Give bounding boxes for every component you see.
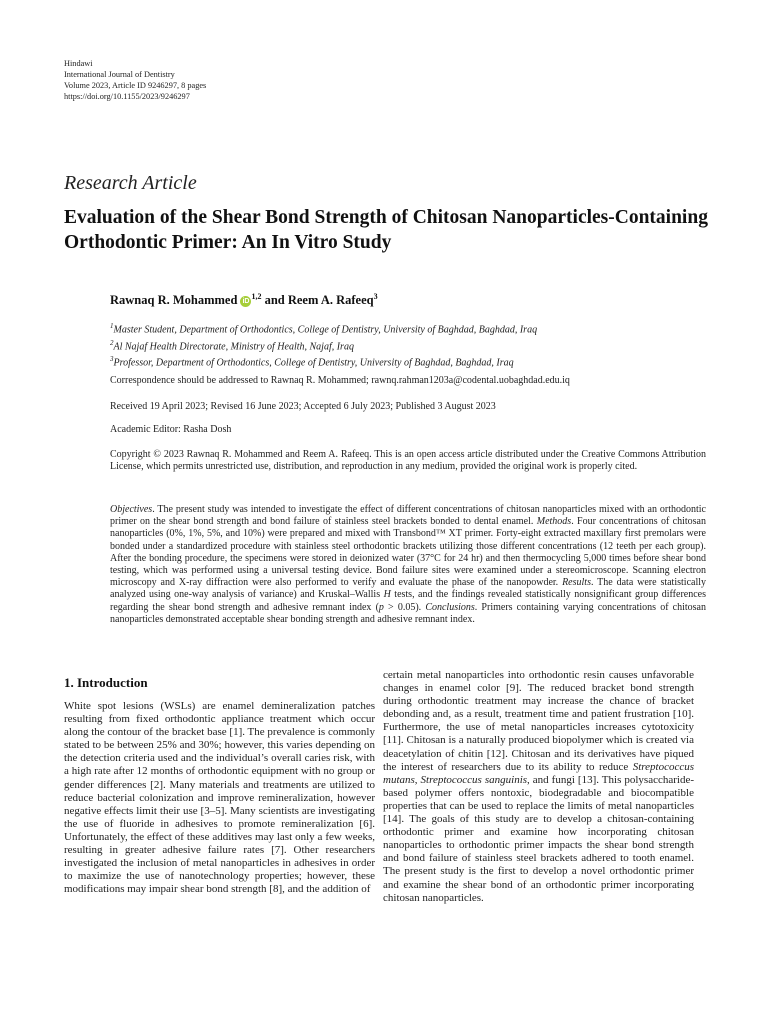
author-connector: and (261, 293, 288, 308)
species-name: Streptococcus mutans (383, 760, 694, 786)
body-text: , and fungi [13]. This polysaccharide-based polymer offers nontoxic, biodegradable and biocompatible properties that can be used to replace the limits of metal nanoparticles [14]. The goals of this study are to develop a chitosan-containing orthodontic primer and examine how incorporating chitosan nanoparticles to orthodontic primer impacts the shear bond strength and bond failure of stainless steel brackets adhered to tooth enamel. The present study is the first to develop a novel orthodontic primer and examine the shear bond of an orthodontic primer incorporating chitosan nanoparticles. (383, 773, 695, 904)
affiliation-marker: 3 (110, 355, 114, 364)
affiliation-text: Professor, Department of Orthodontics, College of Dentistry, University of Baghdad, Baghdad, Iraq (113, 357, 514, 369)
doi-link[interactable]: https://doi.org/10.1155/2023/9246297 (64, 92, 190, 101)
methods-text: . Four concentrations of chitosan nanoparticles (0%, 1%, 5%, and 10%) were prepared and mixed with Transbond™ XT primer. Forty-eight extracted maxillary first premolars were bonded under a standardized procedure with stainless steel orthodontic brackets utilizing those different concentrations (12 teeth per each group). After the bonding procedure, the specimens were stored in deionized water (37°C for 24 hr) and then thermocycling 5,000 times before shear bond testing, which was performed using a universal testing device. Bond failure sites were examined under a stereomicroscope. Scanning electron microscopy and X-ray diffraction were also performed to verify and evaluate the phase of the nanopowder. (110, 516, 706, 589)
section-heading: 1. Introduction (64, 675, 148, 690)
body-paragraph: White spot lesions (WSLs) are enamel demineralization patches resulting from fixed orthodontic appliance treatment which occur along the contour of the bracket base [1]. The prevalence is commonly stated to be between 25% and 30%; however, this varies depending on the detection criteria used and the individual’s overall caries risk, with a high rate after 12 months of orthodontic equipment with no group or gender differences [2]. Many materials and treatments are utilized to reduce bacterial colonization and improve remineralization, however negative effects limit their use [3–5]. Many scientists are investigating the use of fluoride in adhesives to promote remineralization [6]. Unfortunately, the effect of these additives may last only a few weeks, resulting in greater adhesive failure rates [7]. Other researchers investigated the inclusion of metal nanoparticles in adhesives in order to maximize the use of nanotechnology properties; however, these modifications may impair shear bond strength [8], and the addition of (64, 700, 375, 896)
conclusions-label: Conclusions (425, 601, 475, 613)
statistic-symbol: p (378, 601, 384, 613)
copyright-notice: Copyright © 2023 Rawnaq R. Mohammed and Reem A. Rafeeq. This is an open access article distributed under the Creative Commons Attribution License, which permits unrestricted use, distribution, and reproduction in any medium, provided the original work is properly cited. (110, 449, 706, 473)
affiliations (110, 320, 537, 370)
conclusions-text: . Primers containing varying concentrations of chitosan nanoparticles demonstrated acceptable shear bonding strength and adhesive remnant index. (110, 601, 706, 625)
affiliation-marker: 1,2 (251, 292, 262, 301)
objectives-label: Objectives (110, 504, 153, 515)
results-text: . The data were statistically analyzed using one-way analysis of variance) and Kruskal–Wallis (110, 577, 707, 601)
affiliation-line (110, 337, 537, 354)
affiliation-text: Al Najaf Health Directorate, Ministry of Health, Najaf, Iraq (113, 340, 354, 352)
affiliation-marker: 1 (110, 322, 114, 330)
volume-line: Volume 2023, Article ID 9246297, 8 pages (64, 81, 207, 90)
author-name[interactable]: Rawnaq R. Mohammed (110, 293, 238, 308)
body-column-left (64, 700, 375, 896)
results-label: Results (562, 577, 591, 589)
journal-header (64, 58, 206, 102)
body-column-right (383, 669, 694, 905)
results-text: tests, and the findings revealed statistically nonsignificant group differences regarding the shear bond strength and adhesive remnant index ( (110, 589, 706, 613)
affiliation-line (110, 353, 537, 370)
orcid-icon[interactable]: iD (242, 298, 250, 306)
journal-name: International Journal of Dentistry (64, 70, 175, 79)
article-type: Research Article (64, 172, 197, 194)
methods-label: Methods (536, 516, 572, 528)
correspondence: Correspondence should be addressed to Rawnaq R. Mohammed; rawnq.rahman1203a@codental.uobaghdad.edu.iq (110, 375, 570, 386)
results-text: > 0.05). (383, 601, 426, 613)
affiliation-marker: 2 (110, 338, 114, 347)
article-title: Evaluation of the Shear Bond Strength of Chitosan Nanoparticles-Containing Orthodontic Primer: An In Vitro Study (64, 207, 708, 253)
abstract (110, 504, 706, 626)
academic-editor: Academic Editor: Rasha Dosh (110, 424, 232, 435)
statistic-symbol: H (383, 589, 391, 601)
affiliation-text: Master Student, Department of Orthodontics, College of Dentistry, University of Baghdad, Baghdad, Iraq (113, 324, 538, 336)
affiliation-line (110, 320, 537, 337)
objectives-text: . The present study was intended to investigate the effect of different concentrations of chitosan nanoparticles mixed with an orthodontic primer on the shear bond strength and bond failure of stainless steel brackets bonded to dental enamel. (110, 504, 706, 528)
affiliation-marker: 3 (373, 292, 378, 301)
body-paragraph (383, 669, 694, 905)
publication-dates: Received 19 April 2023; Revised 16 June 2023; Accepted 6 July 2023; Published 3 August 2023 (110, 401, 496, 412)
body-text: certain metal nanoparticles into orthodontic resin causes unfavorable changes in enamel color [9]. The reduced bracket bond strength during orthodontic treatment may increase the chance of bracket debonding and, as a result, treatment time and patient frustration [10]. Furthermore, the use of metal nanoparticles increases cytotoxicity [11]. Chitosan is a naturally produced biopolymer which is created via deacetylation of chitin [12]. Chitosan and its derivatives have piqued the interest of researchers due to its ability to reduce (383, 669, 694, 773)
author-name[interactable]: Reem A. Rafeeq (287, 293, 374, 308)
species-name: Streptococcus sanguinis (420, 773, 528, 786)
author-list (110, 292, 378, 308)
body-text: , (414, 773, 421, 786)
publisher-name: Hindawi (64, 59, 93, 68)
